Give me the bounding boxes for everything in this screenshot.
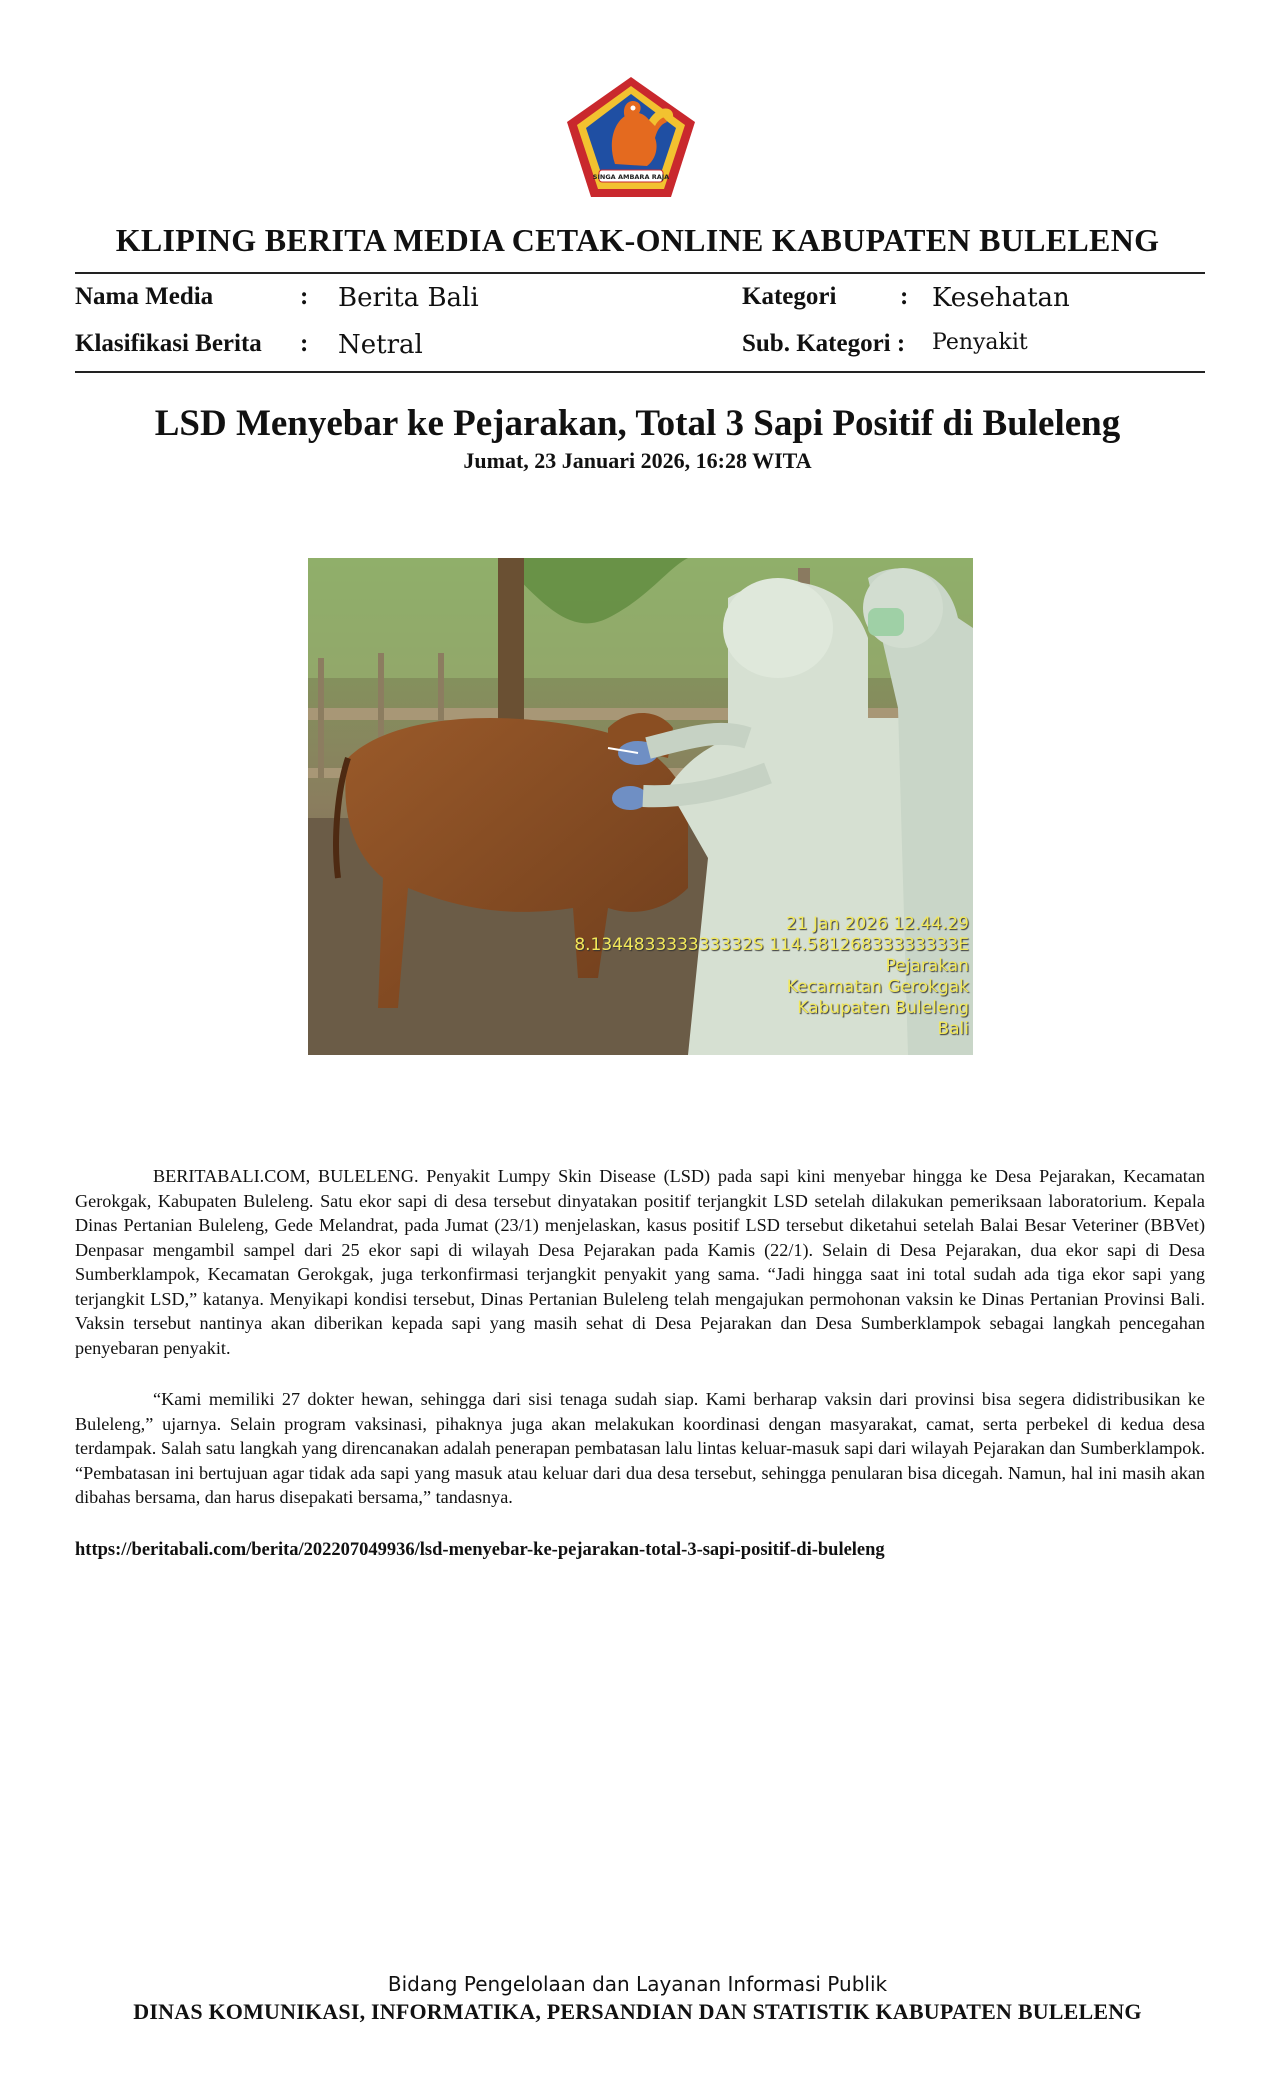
category-value: Kesehatan xyxy=(932,283,1070,313)
classification-colon: : xyxy=(300,330,309,357)
article-paragraph-2: “Kami memiliki 27 dokter hewan, sehingga dari sisi tenaga sudah siap. Kami berharap vaksin dari provinsi bisa segera didistribusikan ke Buleleng,” ujarnya. Selain program vaksinasi, pihaknya juga akan melakukan koordinasi dengan masyarakat, camat, serta perbekel di kedua desa terdampak. Salah satu langkah yang direncanakan adalah penerapan pembatasan lalu lintas keluar-masuk sapi dari wilayah Pejarakan dan Sumberklampok. “Pembatasan ini bertujuan agar tidak ada sapi yang masuk atau keluar dari dua desa tersebut, sehingga penularan bisa dicegah. Namun, hal ini masih akan dibahas bersama, dan harus disepakati bersama,” tandasnya. xyxy=(75,1389,1205,1507)
photo-geo-stamp xyxy=(574,914,969,1040)
buleleng-regency-logo xyxy=(563,74,699,200)
article-photo xyxy=(308,558,973,1055)
article-headline: LSD Menyebar ke Pejarakan, Total 3 Sapi Positif di Buleleng xyxy=(154,403,1121,444)
stamp-coordinates: 8.134483333333332S 114.58126833333333E xyxy=(574,935,969,955)
source-link[interactable]: https://beritabali.com/berita/202207049936/lsd-menyebar-ke-pejarakan-total-3-sapi-positif-di-buleleng xyxy=(75,1540,885,1560)
stamp-village: Pejarakan xyxy=(885,956,969,976)
stamp-province: Bali xyxy=(937,1019,969,1039)
media-label: Nama Media xyxy=(75,283,214,310)
subcategory-value: Penyakit xyxy=(932,330,1028,355)
singa-ambara-raja-emblem-icon xyxy=(563,74,699,200)
svg-text:SINGA AMBARA RAJA: SINGA AMBARA RAJA xyxy=(592,173,670,181)
classification-value: Netral xyxy=(338,330,423,360)
article-dateline: Jumat, 23 Januari 2026, 16:28 WITA xyxy=(463,448,812,473)
subcategory-label: Sub. Kategori : xyxy=(742,330,906,357)
category-label: Kategori xyxy=(742,283,837,310)
media-colon: : xyxy=(300,283,309,310)
bottom-divider xyxy=(75,371,1205,373)
stamp-datetime: 21 Jan 2026 12.44.29 xyxy=(785,914,969,934)
page-title: KLIPING BERITA MEDIA CETAK-ONLINE KABUPATEN BULELENG xyxy=(115,222,1160,258)
top-divider xyxy=(75,272,1205,274)
article-paragraph-1: BERITABALI.COM, BULELENG. Penyakit Lumpy Skin Disease (LSD) pada sapi kini menyebar hingga ke Desa Pejarakan, Kecamatan Gerokgak, Kabupaten Buleleng. Satu ekor sapi di desa tersebut dinyatakan positif terjangkit LSD setelah dilakukan pemeriksaan laboratorium. Kepala Dinas Pertanian Buleleng, Gede Melandrat, pada Jumat (23/1) menjelaskan, kasus positif LSD tersebut diketahui setelah Balai Besar Veteriner (BBVet) Denpasar mengambil sampel dari 25 ekor sapi di wilayah Desa Pejarakan pada Kamis (22/1). Selain di Desa Pejarakan, dua ekor sapi di Desa Sumberklampok, Kecamatan Gerokgak, juga terkonfirmasi terjangkit penyakit yang sama. “Jadi hingga saat ini total sudah ada tiga ekor sapi yang terjangkit LSD,” katanya. Menyikapi kondisi tersebut, Dinas Pertanian Buleleng telah mengajukan permohonan vaksin ke Dinas Pertanian Provinsi Bali. Vaksin tersebut nantinya akan diberikan kepada sapi yang masih sehat di Desa Pejarakan dan Desa Sumberklampok sebagai langkah pencegahan penyebaran penyakit. xyxy=(75,1166,1205,1358)
media-value: Berita Bali xyxy=(338,283,479,313)
footer-division: Bidang Pengelolaan dan Layanan Informasi Publik xyxy=(387,1972,888,1996)
stamp-regency: Kabupaten Buleleng xyxy=(797,998,969,1018)
category-colon: : xyxy=(900,283,909,310)
stamp-district: Kecamatan Gerokgak xyxy=(786,977,969,997)
footer-agency: DINAS KOMUNIKASI, INFORMATIKA, PERSANDIAN DAN STATISTIK KABUPATEN BULELENG xyxy=(133,1999,1142,2024)
classification-label: Klasifikasi Berita xyxy=(75,330,262,357)
